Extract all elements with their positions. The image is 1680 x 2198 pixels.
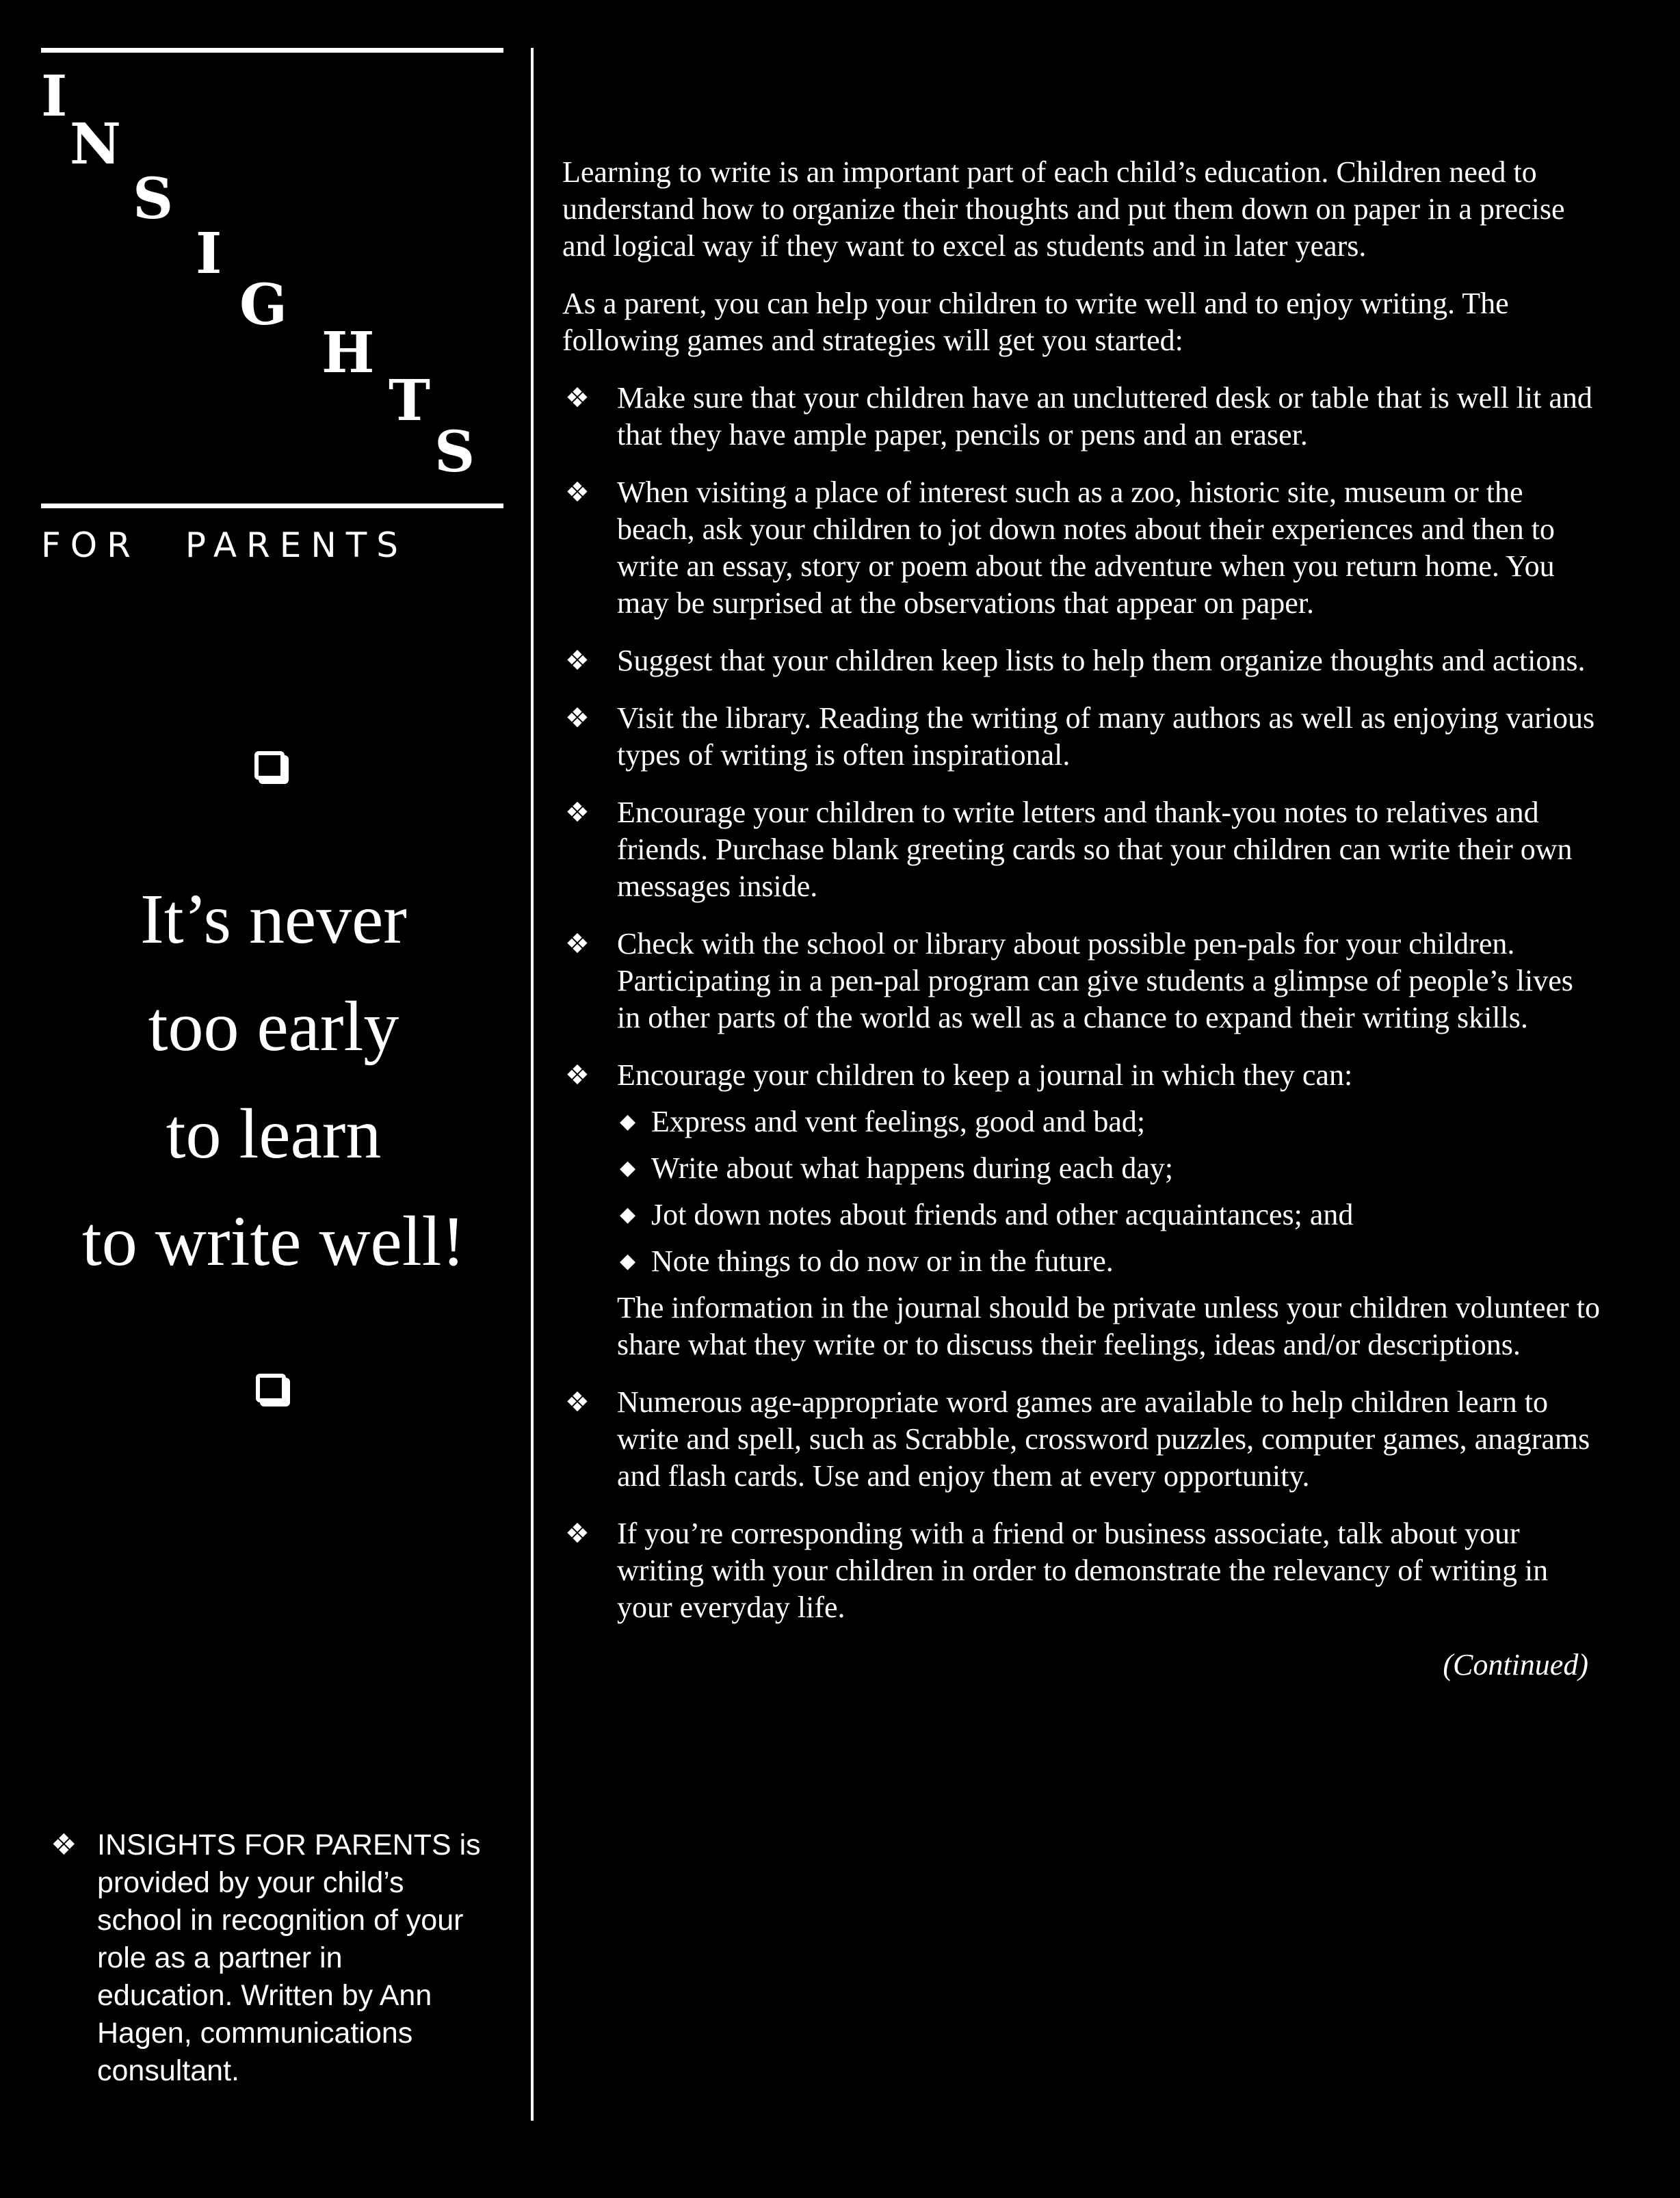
tip-item [562, 1384, 1602, 1495]
diamond-bullet-icon: ❖ [565, 928, 590, 960]
bottom-rule [41, 503, 503, 508]
credit-line: role as a partner in [97, 1941, 343, 1974]
box-ornament-icon [256, 1374, 286, 1402]
small-diamond-icon: ◆ [620, 1249, 636, 1273]
diamond-bullet-icon: ❖ [565, 703, 590, 734]
diamond-bullet-icon: ❖ [565, 1060, 590, 1091]
small-diamond-icon: ◆ [620, 1203, 636, 1227]
diamond-bullet-icon: ❖ [565, 797, 590, 828]
sidebar [41, 48, 506, 2100]
tip-item [562, 380, 1602, 454]
title-letter: S [434, 419, 475, 485]
journal-item-text: Note things to do now or in the future. [651, 1244, 1114, 1278]
tip-text: Make sure that your children have an uncluttered desk or table that is well lit and that they have ample paper, pencils or pens and an eraser. [617, 381, 1592, 452]
tip-text: Numerous age-appropriate word games are available to help children learn to write and spell, such as Scrabble, crossword puzzles, computer games, anagrams and flash cards. Use and enjoy them at every opportunity. [617, 1385, 1590, 1493]
title-letter: G [239, 272, 288, 338]
tip-text: Suggest that your children keep lists to help them organize thoughts and actions. [617, 644, 1586, 677]
tip-text: When visiting a place of interest such as a zoo, historic site, museum or the beach, ask your children to jot down notes about their experiences and then to write an essay, story or poem about the adventure when you return home. You may be surprised at the observations that appear on paper. [617, 475, 1555, 620]
tip-item-journal [562, 1057, 1602, 1363]
journal-item-text: Jot down notes about friends and other acquaintances; and [651, 1198, 1354, 1231]
journal-list [617, 1103, 1602, 1280]
intro-paragraph: Learning to write is an important part of each child’s education. Children need to understand how to organize their thoughts and put them down on paper in a precise and logical way if they want to excel as students and in later years. [562, 155, 1565, 263]
box-ornament-icon [254, 751, 285, 780]
title-letter: T [389, 368, 431, 434]
tip-item [562, 1515, 1602, 1626]
diamond-bullet-icon: ❖ [51, 1829, 77, 1861]
tip-text: Encourage your children to keep a journal in which they can: [617, 1058, 1353, 1092]
journal-list-item [617, 1196, 1602, 1233]
journal-note: The information in the journal should be private unless your children volunteer to share what they write or to discuss their feelings, ideas and/or descriptions. [617, 1291, 1600, 1361]
title-letter: S [133, 166, 174, 232]
journal-list-item [617, 1150, 1602, 1187]
tip-item [562, 474, 1602, 622]
title-letter: I [41, 64, 68, 129]
column-divider [531, 48, 534, 2121]
credit-text: INSIGHTS FOR PARENTS is [97, 1829, 481, 1861]
intro-paragraph: As a parent, you can help your children to write well and to enjoy writing. The following games and strategies will get you started: [562, 287, 1509, 357]
tip-item [562, 926, 1602, 1036]
top-rule [41, 48, 503, 53]
credit-line: Hagen, communications [97, 2017, 413, 2050]
credit-note [51, 1827, 516, 2090]
diamond-bullet-icon: ❖ [565, 645, 590, 677]
tip-text: Visit the library. Reading the writing of many authors as well as enjoying various types of writing is often inspirational. [617, 701, 1595, 772]
credit-line: consultant. [97, 2054, 239, 2087]
credit-line: school in recognition of your [97, 1904, 464, 1937]
tagline-line: to learn [166, 1095, 382, 1173]
small-diamond-icon: ◆ [620, 1156, 636, 1180]
tip-text: If you’re corresponding with a friend or business associate, talk about your writing with your children in order to demonstrate the relevancy of writing in your everyday life. [617, 1517, 1549, 1624]
tagline [41, 865, 506, 1295]
diamond-bullet-icon: ❖ [565, 1387, 590, 1418]
journal-item-text: Write about what happens during each day; [651, 1151, 1174, 1185]
title-letter: I [196, 221, 222, 287]
title-letter: H [321, 320, 375, 386]
tip-text: Encourage your children to write letters and thank-you notes to relatives and friends. Purchase blank greeting cards so that your children can write their own messages inside. [617, 796, 1573, 903]
journal-list-item [617, 1243, 1602, 1280]
tip-item [562, 700, 1602, 774]
credit-line: provided by your child’s [97, 1866, 404, 1899]
tagline-line: to write well! [81, 1202, 466, 1281]
tip-item [562, 642, 1602, 679]
subtitle-word: PARENTS [185, 525, 408, 565]
title-letter: N [70, 112, 121, 177]
tagline-line: It’s never [140, 880, 407, 958]
tip-item [562, 794, 1602, 905]
journal-item-text: Express and vent feelings, good and bad; [651, 1105, 1146, 1138]
tip-text: Check with the school or library about possible pen-pals for your children. Participating in a pen-pal program can give students a glimpse of people’s lives in other parts of the world as well as a chance to expand their writing skills. [617, 927, 1573, 1034]
diamond-bullet-icon: ❖ [565, 477, 590, 508]
tagline-line: too early [148, 987, 399, 1066]
sidebar-subtitle [41, 525, 506, 565]
small-diamond-icon: ◆ [620, 1110, 636, 1134]
main-content [562, 154, 1602, 1684]
credit-line: education. Written by Ann [97, 1979, 432, 2012]
journal-list-item [617, 1103, 1602, 1140]
diamond-bullet-icon: ❖ [565, 382, 590, 414]
diamond-bullet-icon: ❖ [565, 1518, 590, 1549]
subtitle-word: FOR [41, 525, 140, 565]
credit-line [51, 1827, 516, 1864]
continued-note: (Continued) [1443, 1648, 1588, 1682]
